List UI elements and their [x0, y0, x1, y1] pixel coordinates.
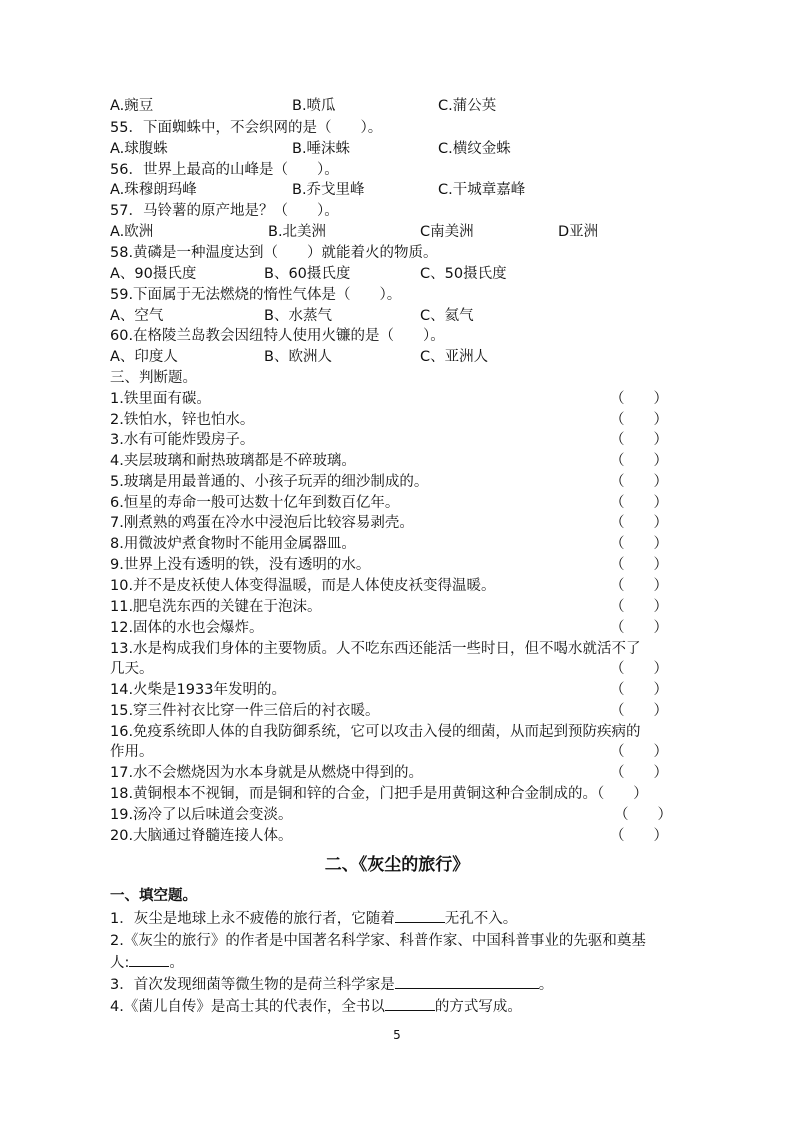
option-a: A.欧洲 [110, 224, 154, 240]
question-55: 55．下面蜘蛛中，不会织网的是（ ）。 [110, 120, 383, 136]
option-c: C.蒲公英 [438, 98, 497, 114]
answer-paren: （ ） [610, 391, 668, 407]
page-number: 5 [393, 1028, 401, 1042]
judgment-item: 14.火柴是1933年发明的。 [110, 682, 286, 698]
option-b: B.乔戈里峰 [292, 182, 365, 198]
fill-question-3 [110, 974, 553, 995]
question-56: 56．世界上最高的山峰是（ ）。 [110, 162, 339, 178]
judgment-item: 20.大脑通过脊髓连接人体。 [110, 828, 293, 844]
option-b: B、60摄氏度 [264, 266, 351, 282]
answer-paren: （ ） [610, 536, 668, 552]
answer-paren: （ ） [610, 474, 668, 490]
judgment-item: 16.免疫系统即人体的自我防御系统，它可以攻击入侵的细菌，从而起到预防疾病的 [110, 724, 641, 740]
judgment-item-continued: 作用。 [110, 744, 154, 760]
option-c: C.横纹金蛛 [438, 141, 511, 157]
judgment-item: 4.夹层玻璃和耐热玻璃都是不碎玻璃。 [110, 453, 356, 469]
answer-paren: （ ） [610, 828, 668, 844]
judgment-item: 11.肥皂洗东西的关键在于泡沫。 [110, 599, 322, 615]
judgment-item: 13.水是构成我们身体的主要物质。人不吃东西还能活一些时日，但不喝水就活不了 [110, 641, 641, 657]
option-a: A.珠穆朗玛峰 [110, 182, 197, 198]
option-a: A.球腹蛛 [110, 141, 168, 157]
option-a: A、印度人 [110, 349, 178, 365]
judgment-item: 19.汤冷了以后味道会变淡。 [110, 807, 293, 823]
judgment-item: 6.恒星的寿命一般可达数十亿年到数百亿年。 [110, 495, 400, 511]
option-a: A、空气 [110, 308, 164, 324]
fill-text: 。 [169, 955, 184, 971]
option-d: D亚洲 [558, 224, 599, 240]
judgment-item: 17.水不会燃烧因为水本身就是从燃烧中得到的。 [110, 765, 424, 781]
option-c: C南美洲 [420, 224, 474, 240]
question-60: 60.在格陵兰岛教会因纽特人使用火镰的是（ ）。 [110, 328, 445, 344]
fill-text: 。 [538, 977, 554, 993]
option-b: B.喷瓜 [292, 98, 336, 114]
answer-paren: （ ） [610, 578, 668, 594]
answer-paren: （ ） [614, 807, 672, 823]
judgment-item-continued: 几天。 [110, 661, 154, 677]
question-58: 58.黄磷是一种温度达到（ ）就能着火的物质。 [110, 245, 438, 261]
judgment-item: 9.世界上没有透明的铁，没有透明的水。 [110, 557, 371, 573]
judgment-item: 18.黄铜根本不视铜，而是铜和锌的合金，门把手是用黄铜这种合金制成的。（ ） [110, 786, 648, 802]
fill-text: 4.《菌儿自传》是高士其的代表作，全书以 [110, 999, 385, 1015]
fill-text: 3．首次发现细菌等微生物的是荷兰科学家是 [110, 977, 395, 993]
judgment-item: 10.并不是皮袄使人体变得温暖，而是人体使皮袄变得温暖。 [110, 578, 496, 594]
judgment-item: 7.刚煮熟的鸡蛋在冷水中浸泡后比较容易剥壳。 [110, 515, 414, 531]
chapter-title: 二、《灰尘的旅行》 [324, 855, 470, 875]
answer-paren: （ ） [610, 432, 668, 448]
question-57: 57．马铃薯的原产地是？（ ）。 [110, 203, 339, 219]
answer-blank[interactable] [385, 996, 435, 1011]
section-title: 一、填空题。 [110, 888, 197, 904]
fill-text: 无孔不入。 [444, 911, 518, 927]
answer-paren: （ ） [610, 453, 668, 469]
answer-paren: （ ） [610, 765, 668, 781]
option-c: C.干城章嘉峰 [438, 182, 526, 198]
answer-paren: （ ） [610, 661, 668, 677]
answer-paren: （ ） [610, 495, 668, 511]
option-a: A.豌豆 [110, 98, 154, 114]
fill-question-2-continued [110, 952, 184, 973]
answer-blank[interactable] [129, 952, 169, 967]
answer-paren: （ ） [610, 557, 668, 573]
answer-paren: （ ） [610, 744, 668, 760]
option-c: C、氦气 [420, 308, 474, 324]
judgment-item: 3.水有可能炸毁房子。 [110, 432, 255, 448]
answer-paren: （ ） [610, 620, 668, 636]
option-b: B、水蒸气 [264, 308, 332, 324]
option-b: B.唾沫蛛 [292, 141, 351, 157]
fill-question-1 [110, 908, 517, 929]
answer-paren: （ ） [610, 703, 668, 719]
fill-text: 1．灰尘是地球上永不疲倦的旅行者，它随着 [110, 911, 395, 927]
answer-paren: （ ） [610, 515, 668, 531]
fill-question-4 [110, 996, 522, 1017]
section-title: 三、判断题。 [110, 370, 197, 386]
judgment-item: 2.铁怕水，锌也怕水。 [110, 412, 255, 428]
judgment-item: 8.用微波炉煮食物时不能用金属器皿。 [110, 536, 356, 552]
option-a: A、90摄氏度 [110, 266, 197, 282]
answer-paren: （ ） [610, 412, 668, 428]
fill-text: 的方式写成。 [434, 999, 522, 1015]
answer-blank[interactable] [395, 974, 539, 989]
judgment-item: 15.穿三件衬衣比穿一件三倍后的衬衣暖。 [110, 703, 380, 719]
judgment-item: 1.铁里面有碳。 [110, 391, 211, 407]
answer-paren: （ ） [610, 599, 668, 615]
answer-blank[interactable] [395, 908, 445, 923]
option-b: B、欧洲人 [264, 349, 332, 365]
option-c: C、50摄氏度 [420, 266, 507, 282]
answer-paren: （ ） [610, 682, 668, 698]
judgment-item: 12.固体的水也会爆炸。 [110, 620, 264, 636]
question-59: 59.下面属于无法燃烧的惰性气体是（ ）。 [110, 287, 402, 303]
option-b: B.北美洲 [268, 224, 327, 240]
fill-question-2: 2.《灰尘的旅行》的作者是中国著名科学家、科普作家、中国科普事业的先驱和奠基 [110, 933, 646, 949]
fill-text: 人: [110, 955, 130, 971]
option-c: C、亚洲人 [420, 349, 489, 365]
judgment-item: 5.玻璃是用最普通的、小孩子玩弄的细沙制成的。 [110, 474, 429, 490]
